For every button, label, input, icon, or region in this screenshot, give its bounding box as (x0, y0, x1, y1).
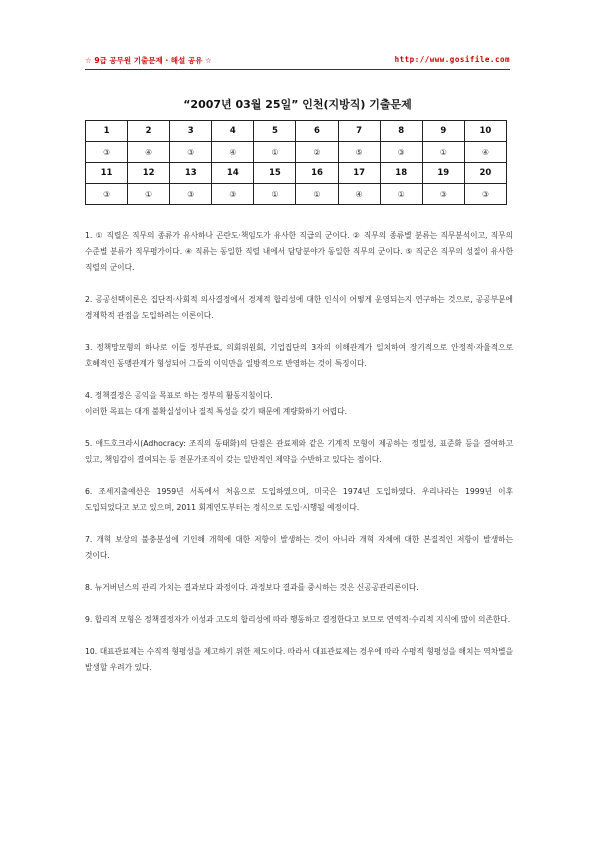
question-number: 8 (380, 121, 422, 142)
question-number: 1 (86, 121, 128, 142)
answer-cell: ① (128, 184, 170, 205)
explanation-item-7 (85, 532, 513, 564)
explanation-text: 9. 합리적 모형은 정책결정자가 이성과 고도의 합리성에 따라 행동하고 결정한다고 보므로 연역적·수리적 지식에 많이 의존한다. (85, 615, 511, 624)
answer-cell: ④ (464, 142, 506, 163)
explanation-text: 6. 조세지출예산은 1959년 서독에서 처음으로 도입하였으며, 미국은 1974년 도입하였다. 우리나라는 1999년 이후 도입되었다고 보고 있으며, 2011 회계연도부터는 정식으로 도입·시행될 예정이다. (85, 487, 513, 512)
question-number: 16 (296, 163, 338, 184)
explanation-list (85, 228, 513, 692)
explanation-item-3 (85, 340, 513, 372)
answer-cell: ③ (170, 184, 212, 205)
explanation-text: 2. 공공선택이론은 집단적·사회적 의사결정에서 경제적 합리성에 대한 인식이 어떻게 운영되는지 연구하는 것으로, 공공부문에 경제학적 관점을 도입하려는 이론이다. (85, 295, 513, 320)
question-number: 12 (128, 163, 170, 184)
question-number: 15 (254, 163, 296, 184)
answer-cell: ③ (212, 184, 254, 205)
explanation-item-6 (85, 484, 513, 516)
question-number: 7 (338, 121, 380, 142)
question-number: 20 (464, 163, 506, 184)
question-number: 6 (296, 121, 338, 142)
answer-row (86, 184, 507, 205)
explanation-text: 7. 개혁 보상의 불충분성에 기인해 개혁에 대한 저항이 발생하는 것이 아니라 개혁 자체에 대한 본질적인 저항이 발생하는 것이다. (85, 535, 513, 560)
explanation-text: 이러한 목표는 대개 불확실성이나 질적 특성을 갖기 때문에 계량화하기 어렵다. (85, 407, 348, 416)
page-header (85, 55, 510, 70)
header-url[interactable]: http://www.gosifile.com (394, 55, 510, 64)
answer-table (85, 120, 507, 205)
answer-cell: ③ (86, 184, 128, 205)
question-number: 4 (212, 121, 254, 142)
page-title: “2007년 03월 25일” 인천(지방직) 기출문제 (183, 98, 412, 111)
answer-cell: ③ (422, 184, 464, 205)
explanation-text: 4. 정책결정은 공익을 목표로 하는 정부의 활동지침이다. (85, 391, 273, 400)
explanation-text: 10. 대표관료제는 수직적 형평성을 제고하기 위한 제도이다. 따라서 대표관료제는 경우에 따라 수평적 형평성을 해치는 역차별을 발생할 우려가 있다. (85, 647, 513, 672)
answer-cell: ① (254, 142, 296, 163)
answer-cell: ④ (212, 142, 254, 163)
answer-cell: ④ (338, 184, 380, 205)
question-number: 11 (86, 163, 128, 184)
explanation-text: 8. 뉴거버넌스의 관리 가치는 결과보다 과정이다. 과정보다 결과를 중시하는 것은 신공공관리론이다. (85, 583, 419, 592)
question-number: 9 (422, 121, 464, 142)
answer-cell: ⑤ (338, 142, 380, 163)
explanation-text: 3. 정책망모형의 하나로 이들 정부관료, 의회위원회, 기업집단의 3자의 이해관계가 일치하여 장기적으로 안정적·자율적으로 호혜적인 동맹관계가 형성되어 그들의 이익만을 일방적으로 반영하는 것이 특징이다. (85, 343, 513, 368)
answer-cell: ③ (170, 142, 212, 163)
question-number: 3 (170, 121, 212, 142)
answer-cell: ③ (380, 142, 422, 163)
answer-row (86, 142, 507, 163)
explanation-item-2 (85, 292, 513, 324)
explanation-item-4 (85, 388, 513, 420)
explanation-item-8 (85, 580, 513, 596)
answer-cell: ① (296, 184, 338, 205)
question-number: 18 (380, 163, 422, 184)
question-number: 14 (212, 163, 254, 184)
question-number: 5 (254, 121, 296, 142)
answer-cell: ④ (128, 142, 170, 163)
answer-cell: ③ (464, 184, 506, 205)
answer-cell: ② (296, 142, 338, 163)
question-number-row (86, 121, 507, 142)
answer-cell: ① (422, 142, 464, 163)
explanation-text: 1. ① 직렬은 직무의 종류가 유사하나 곤란도·책임도가 유사한 직급의 군이다. ② 직무의 종류별 분류는 직무분석이고, 직무의 수준별 분류가 직무평가이다. ④ 직류는 동일한 직렬 내에서 담당분야가 동일한 직무의 군이다. ⑤ 직군은 직무의 성질이 유사한 직렬의 군이다. (85, 231, 513, 272)
explanation-item-5 (85, 436, 513, 468)
explanation-text: 5. 애드호크라시(Adhocracy: 조직의 동태화)의 단점은 관료제와 같은 기계적 모형이 제공하는 정밀성, 표준화 등을 결여하고 있고, 책임감이 결여되는 등 전문가조직이 갖는 일반적인 제약을 수반하고 있다는 점이다. (85, 439, 513, 464)
answer-cell: ① (254, 184, 296, 205)
header-caption: ☆ 9급 공무원 기출문제 · 해설 공유 ☆ (85, 56, 212, 65)
answer-cell: ① (380, 184, 422, 205)
explanation-item-9 (85, 612, 513, 628)
question-number: 19 (422, 163, 464, 184)
answer-cell: ③ (86, 142, 128, 163)
explanation-item-1 (85, 228, 513, 276)
question-number: 13 (170, 163, 212, 184)
question-number: 2 (128, 121, 170, 142)
question-number-row (86, 163, 507, 184)
explanation-item-10 (85, 644, 513, 676)
question-number: 10 (464, 121, 506, 142)
question-number: 17 (338, 163, 380, 184)
